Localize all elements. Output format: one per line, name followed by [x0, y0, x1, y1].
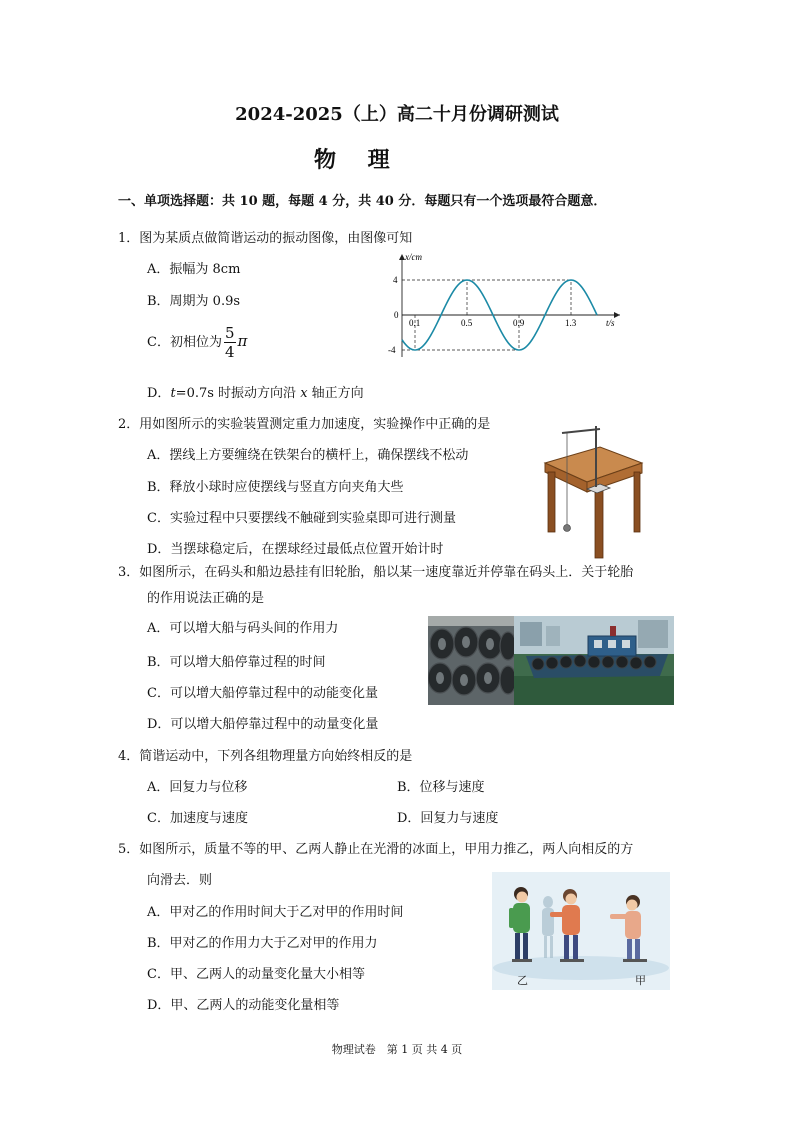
- q2-option-a: A．摆线上方要缠绕在铁架台的横杆上，确保摆线不松动: [147, 448, 469, 463]
- q1-option-d-text2: 轴正方向: [307, 386, 364, 401]
- q5-option-c: C．甲、乙两人的动量变化量大小相等: [147, 967, 365, 982]
- y-axis-label: x/cm: [405, 252, 422, 262]
- origin-label: 0: [394, 310, 399, 320]
- q5-option-a: A．甲对乙的作用时间大于乙对甲的作用时间: [147, 905, 404, 920]
- q1-option-d-label: D．: [147, 386, 171, 401]
- q2-option-d: D．当摆球稳定后，在摆球经过最低点位置开始计时: [147, 542, 444, 557]
- x-tick-label: 0.1: [409, 318, 421, 328]
- pendulum-apparatus-figure: [540, 420, 645, 560]
- q2-option-b: B．释放小球时应使摆线与竖直方向夹角大些: [147, 480, 404, 495]
- x-tick-label: 0.5: [461, 318, 473, 328]
- q1-option-d: [147, 382, 364, 401]
- q1-option-d-text1: =0.7s 时振动方向沿: [175, 386, 301, 401]
- x-tick-label: 1.3: [565, 318, 577, 328]
- q5-option-b: B．甲对乙的作用力大于乙对甲的作用力: [147, 936, 378, 951]
- y-tick-label: 4: [393, 275, 398, 285]
- x-tick-label: 0.9: [513, 318, 525, 328]
- x-axis-label: t/s: [606, 318, 615, 328]
- q3-option-b: B．可以增大船停靠过程的时间: [147, 655, 326, 670]
- q1-option-b: B．周期为 0.9s: [147, 294, 241, 309]
- q1-option-a: A．振幅为 8cm: [147, 262, 241, 277]
- q4-option-c: C．加速度与速度: [147, 811, 248, 826]
- x-axis-arrow: [614, 312, 620, 318]
- question-2-stem: 2．用如图所示的实验装置测定重力加速度，实验操作中正确的是: [118, 417, 491, 432]
- question-4-stem: 4．简谐运动中，下列各组物理量方向始终相反的是: [118, 749, 413, 764]
- q1-option-c-text: C．初相位为: [147, 335, 222, 350]
- question-3-stem-line1: 3．如图所示，在码头和船边悬挂有旧轮胎，船以某一速度靠近并停靠在码头上．关于轮胎: [118, 565, 634, 580]
- var-t: t: [170, 386, 176, 401]
- question-5-stem-line1: 5．如图所示，质量不等的甲、乙两人静止在光滑的冰面上，甲用力推乙，两人向相反的方: [118, 842, 634, 857]
- fraction-denominator: 4: [224, 343, 235, 361]
- dock-tires-photo: [428, 616, 674, 705]
- exam-title: 2024-2025（上）高二十月份调研测试: [235, 104, 559, 125]
- question-5-stem-line2: 向滑去．则: [147, 873, 213, 888]
- q4-option-a: A．回复力与位移: [147, 780, 248, 795]
- page-footer: 物理试卷 第 1 页 共 4 页: [331, 1043, 463, 1056]
- section-heading: 一、单项选择题：共 10 题，每题 4 分，共 40 分．每题只有一个选项最符合题意．: [118, 194, 607, 209]
- q3-option-d: D．可以增大船停靠过程中的动量变化量: [147, 717, 379, 732]
- q1-option-c: [147, 324, 247, 361]
- skater-label-jia: 甲: [635, 974, 646, 987]
- q2-option-c: C．实验过程中只要摆线不触碰到实验桌即可进行测量: [147, 511, 456, 526]
- fraction: [224, 324, 236, 361]
- skater-label-yi: 乙: [517, 974, 528, 987]
- q4-option-d: D．回复力与速度: [397, 811, 499, 826]
- vibration-graph: [380, 250, 640, 365]
- q3-option-c: C．可以增大船停靠过程中的动能变化量: [147, 686, 378, 701]
- skaters-figure: [492, 872, 670, 990]
- subject-title: 物 理: [314, 147, 402, 173]
- q3-option-a: A．可以增大船与码头间的作用力: [147, 621, 339, 636]
- q5-option-d: D．甲、乙两人的动能变化量相等: [147, 998, 340, 1013]
- fraction-numerator: 5: [224, 324, 235, 342]
- pi-symbol: π: [237, 332, 248, 350]
- q4-option-b: B．位移与速度: [397, 780, 485, 795]
- var-x: x: [300, 386, 308, 401]
- y-tick-label: -4: [388, 345, 396, 355]
- question-1-stem: 1．图为某质点做简谐运动的振动图像，由图像可知: [118, 231, 413, 246]
- question-3-stem-line2: 的作用说法正确的是: [147, 591, 265, 606]
